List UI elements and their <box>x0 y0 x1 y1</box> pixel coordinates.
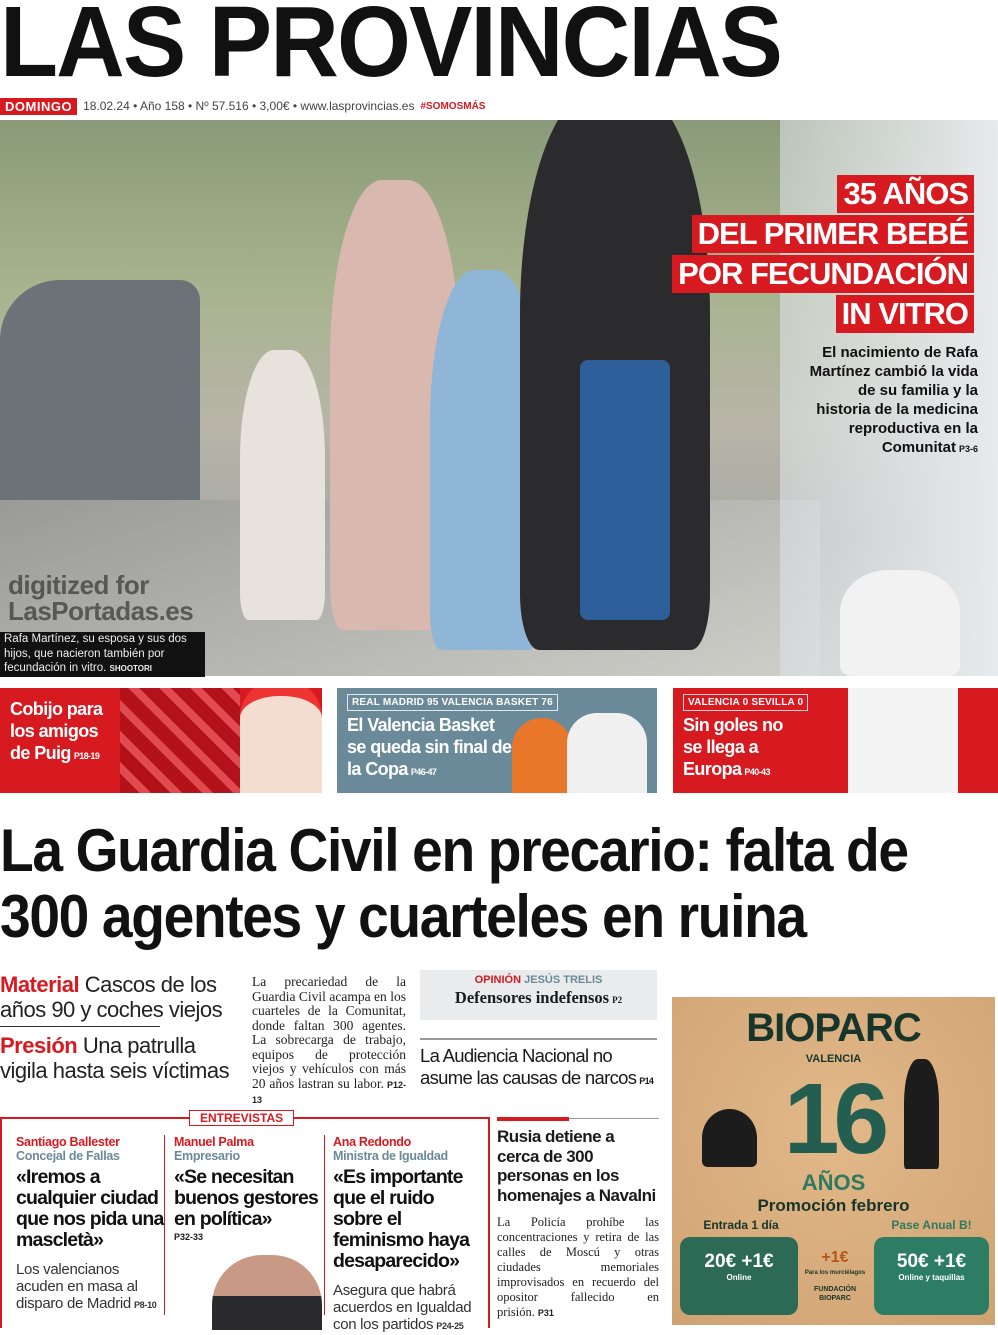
score-tag: VALENCIA 0 SEVILLA 0 <box>683 694 808 711</box>
hashtag: #SOMOSMÁS <box>420 100 486 112</box>
page-ref: P3-6 <box>958 444 978 454</box>
headline-line: POR FECUNDACIÓN <box>672 255 974 293</box>
headline-line: DEL PRIMER BEBÉ <box>692 215 974 253</box>
lead-summary <box>808 343 978 459</box>
ad-promo: Promoción febrero <box>757 1196 910 1215</box>
audiencia-story[interactable]: La Audiencia Nacional no asume las causas de narcos P14 <box>420 1038 657 1092</box>
opinion-title: Defensores indefensos <box>454 988 610 1007</box>
interview-ballester[interactable]: Santiago Ballester Concejal de Fallas «Iremos a cualquier ciudad que nos pida una mascletà» Los valencianos acuden en masa al disparo de Madrid P8-10 <box>16 1135 164 1312</box>
caption-text: Rafa Martínez, su esposa y sus dos hijos, que nacieron también por fecundación in vitro. <box>4 633 187 674</box>
point-material: Material Cascos de los años 90 y coches viejos <box>0 972 223 1022</box>
bioparc-ad[interactable]: BIOPARC VALENCIA 16 AÑOS Promoción febrero Entrada 1 día Pase Anual B! 20€ +1€ Online +1€ Para los murciélagos FUNDACIÓN BIOPARC 50€ +1€ Online y taquillas <box>672 997 995 1325</box>
teaser-text: El Valencia Basket se queda sin final de la Copa P46-47 <box>347 715 512 779</box>
ad-brand: BIOPARC <box>746 1006 921 1050</box>
ad-years: AÑOS <box>801 1170 866 1195</box>
headline-line: IN VITRO <box>836 295 974 333</box>
date-bar <box>0 97 485 115</box>
rusia-story[interactable]: Rusia detiene a cerca de 300 personas en los homenajes a Navalni La Policía prohíbe las concentraciones y retira de las calles de Moscú y otras ciudades memoriales improvisados en recuerdo del opositor fallecido en prisión. P31 <box>497 1118 659 1321</box>
section-label: ENTREVISTAS <box>189 1110 294 1126</box>
ad-number: 16 <box>783 1063 884 1175</box>
masthead-logo: LAS PROVINCIAS <box>0 0 782 98</box>
interview-redondo[interactable]: Ana Redondo Ministra de Igualdad «Es importante que el ruido sobre el feminismo haya desaparecido» Asegura que habrá acuerdos en Igualdad con los partidos P24-25 <box>333 1135 472 1333</box>
ad-city: VALENCIA <box>805 1053 862 1065</box>
issue-info: 18.02.24 • Año 158 • Nº 57.516 • 3,00€ • www.lasprovincias.es <box>83 99 415 113</box>
teaser-basket[interactable] <box>337 688 657 793</box>
photo-credit: SHOOTORI <box>109 664 153 673</box>
interview-palma[interactable]: Manuel Palma Empresario «Se necesitan buenos gestores en política» P32-33 <box>174 1135 319 1242</box>
day-label: DOMINGO <box>0 98 77 115</box>
opinion-label: OPINIÓN <box>474 974 522 986</box>
teaser-valencia[interactable] <box>673 688 998 793</box>
teaser-text: Sin goles no se llega a Europa P40-43 <box>683 715 783 779</box>
main-points <box>0 972 232 1083</box>
opinion-author: JESÚS TRELIS <box>524 974 603 986</box>
interviews-section <box>0 1111 490 1333</box>
lead-headline[interactable] <box>634 175 974 335</box>
watermark: digitized for LasPortadas.es <box>8 570 194 626</box>
headline-line: 35 AÑOS <box>837 175 974 213</box>
photo-caption <box>0 632 205 677</box>
opinion-box[interactable]: OPINIÓN JESÚS TRELIS Defensores indefensos P2 <box>420 970 657 1020</box>
main-body: La precariedad de la Guardia Civil acampa en los cuarteles de la Comunitat, donde faltan 300 agentes. La sobrecarga de trabajo, equipos de protección viejos y vehículos con más 20 años lastran su labor. P12-13 <box>252 974 406 1105</box>
summary-text: El nacimiento de Rafa Martínez cambió la vida de su familia y la historia de la medicina reproductiva en la Comunitat <box>809 344 978 456</box>
teaser-puig[interactable] <box>0 688 322 793</box>
score-tag: REAL MADRID 95 VALENCIA BASKET 76 <box>347 694 558 711</box>
main-headline[interactable]: La Guardia Civil en precario: falta de 300 agentes y cuarteles en ruina <box>0 817 908 950</box>
teaser-text: Cobijo para los amigos de Puig P18-19 <box>10 699 103 763</box>
point-presion: Presión Una patrulla vigila hasta seis víctimas <box>0 1033 230 1083</box>
portrait-palma <box>212 1255 322 1330</box>
